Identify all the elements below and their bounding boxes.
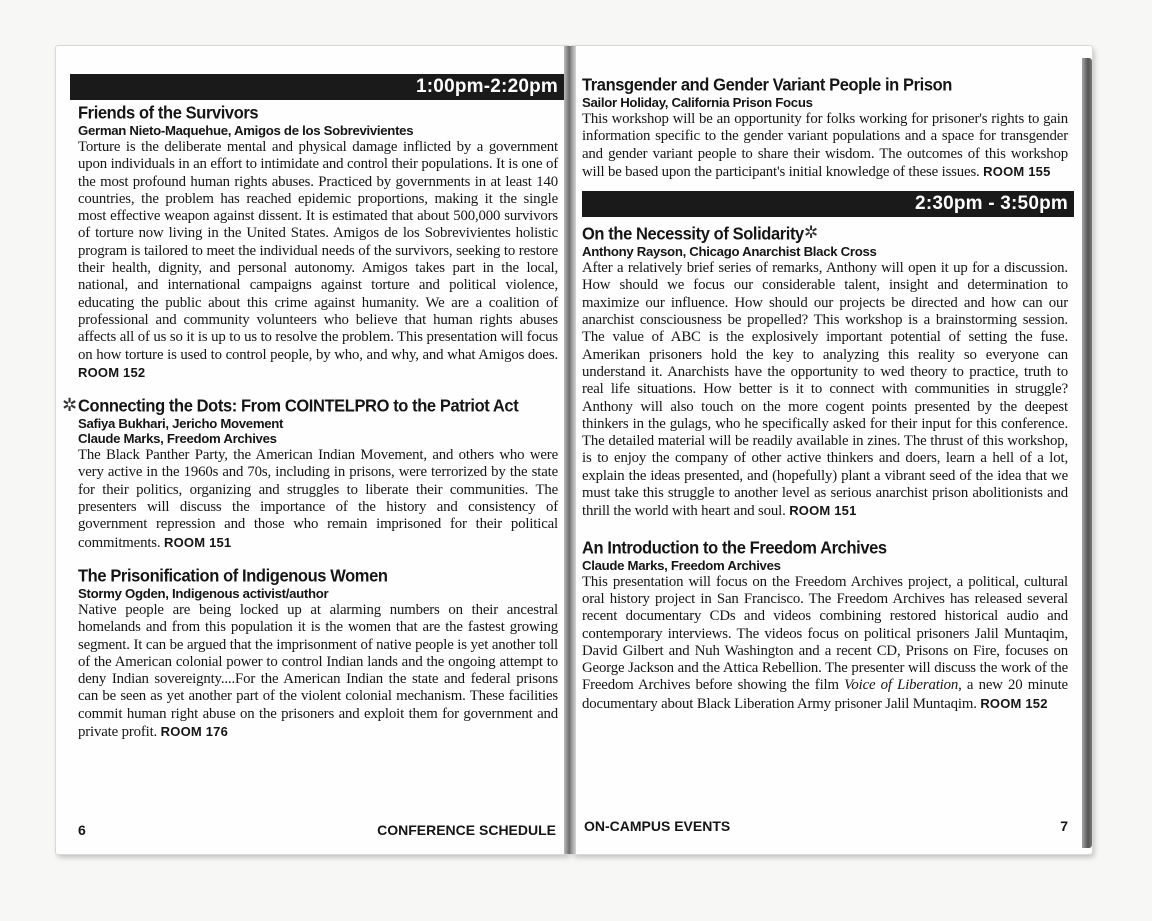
room-label: ROOM 155 bbox=[983, 163, 1051, 179]
session-title: Connecting the Dots: From COINTELPRO to the Patriot Act bbox=[78, 396, 519, 416]
presenter: German Nieto-Maquehue, Amigos de los Sobrevivientes bbox=[78, 123, 414, 138]
page-number: 6 bbox=[78, 822, 86, 838]
footer-label: CONFERENCE SCHEDULE bbox=[377, 822, 556, 838]
session bbox=[78, 104, 558, 382]
page-footer bbox=[584, 818, 1068, 834]
session-title: On the Necessity of Solidarity bbox=[582, 224, 804, 244]
session-description: After a relatively brief series of remarks, Anthony will open it up for a discussion. How should we focus our considerable talent, insight and determination to maximize our influence. How should our projects be directed and how can our anarchist consciousness be propelled? This workshop is a brainstorming session. The value of ABC is the explosively important potential of setting the fuse. Amerikan prisoners hold the key to analyzing this reality so everyone can understand it. Anarchists have the opportunity to wed theory to practice, truth to real life situations. How better is it to connect with communities in struggle? Anthony will also touch on the more cogent points presented by the deepest thinkers in the gulags, who he specifically asked for their input for this conference. The detailed material will be readily available in zines. The thrust of this workshop, is to enjoy the company of other active thinkers and doers, learn a hell of a lot, explain the ideas presented, and (hopefully) plant a vibrant seed of the idea that we must take this struggle to another level as serious anarchist prison abolitionists and thrill the world with heart and soul. ROOM 151 bbox=[582, 260, 1068, 520]
session-title: Transgender and Gender Variant People in Prison bbox=[582, 75, 952, 95]
presenter: Anthony Rayson, Chicago Anarchist Black Cross bbox=[582, 244, 877, 260]
presenter: Claude Marks, Freedom Archives bbox=[78, 431, 277, 447]
room-label: ROOM 152 bbox=[78, 364, 146, 380]
room-label: ROOM 152 bbox=[980, 695, 1048, 711]
session-description: Native people are being locked up at alarming numbers on their ancestral homelands and from this population it is the women that are the fastest growing segment. It can be argued that the imprisonment of native people is yet another toll of the American colonial power to control Indian lands and the ongoing attempt to deny Indian sovereignty....For the American Indian the state and federal prisons can be seen as yet another part of the violent colonial mechanism. These facilities commit human right abuse on the prisoners and exploit them for government and private profit. ROOM 176 bbox=[78, 601, 558, 741]
session-description: This workshop will be an opportunity for folks working for prisoner's rights to gain information specific to the gender variant populations and a space for transgender and gender variant people to share their wisdom. The outcomes of this workshop will be based upon the participant's initial knowledge of these issues. ROOM 155 bbox=[582, 111, 1068, 180]
booklet-spread bbox=[56, 46, 1092, 854]
room-label: ROOM 176 bbox=[160, 724, 229, 740]
timeslot-bar: 1:00pm-2:20pm bbox=[70, 74, 564, 100]
session-description: This presentation will focus on the Freedom Archives project, a political, cultural oral history project in San Francisco. The Freedom Archives has released several recent documentary CDs and videos combining restored historical audio and contemporary interviews. The videos focus on political prisoners Jalil Muntaqim, David Gilbert and Nuh Washington and a recent CD, Prisons on Fire, focuses on George Jackson and the Attica Rebellion. The presenter will discuss the work of the Freedom Archives before showing the film Voice of Liberation, a new 20 minute documentary about Black Liberation Army prisoner Jalil Muntaqim. ROOM 152 bbox=[582, 573, 1068, 712]
session bbox=[78, 567, 558, 741]
left-page bbox=[56, 46, 568, 854]
page-number: 7 bbox=[1060, 818, 1068, 834]
session-description: The Black Panther Party, the American Indian Movement, and others who were very active in the 1960s and 70s, including in prisons, were terrorized by the state for their politics, organizing and struggles to liberate their communities. The presenters will discuss the importance of the history and consistency of government repression and those who remain imprisoned for their political commitments. ROOM 151 bbox=[78, 447, 558, 551]
room-label: ROOM 151 bbox=[164, 534, 232, 550]
star-mark-icon: ✲ bbox=[804, 223, 819, 244]
session bbox=[582, 76, 1068, 181]
star-mark-icon: ✲ bbox=[62, 395, 78, 417]
page-edge-shadow bbox=[1082, 58, 1092, 848]
session-description: Torture is the deliberate mental and physical damage inflicted by a government upon individuals in an effort to intimidate and control their populations. It is one of the most profound human rights abuses. Practiced by governments in at least 140 countries, the problem has reached epidemic proportions, making it the single most effective weapon against dissent. It is estimated that about 500,000 survivors of torture now living in the United States. Amigos de los Sobrevivientes holistic program is tailored to meet the individual needs of the survivors, seeking to restore their health, dignity, and personal autonomy. Amigos takes part in the local, national, and international campaigns against torture and political violence, educating the public about this crime against humanity. We are a coalition of professional and community volunteers who believe that human rights abuses affects all of us so it is up to us to resolve the problem. This presentation will focus on how torture is used to control people, by who, and why, and what Amigos does. ROOM 152 bbox=[78, 139, 558, 380]
session-title: Friends of the Survivors bbox=[78, 103, 259, 123]
page-footer bbox=[78, 822, 556, 838]
session-title: An Introduction to the Freedom Archives bbox=[582, 537, 887, 558]
timeslot-bar: 2:30pm - 3:50pm bbox=[582, 191, 1074, 217]
presenter: Stormy Ogden, Indigenous activist/author bbox=[78, 585, 329, 601]
session-title: The Prisonification of Indigenous Women bbox=[78, 566, 388, 586]
film-title: Voice of Liberation bbox=[844, 677, 959, 694]
presenter: Claude Marks, Freedom Archives bbox=[582, 557, 781, 573]
book-gutter bbox=[564, 46, 576, 854]
right-page bbox=[572, 46, 1092, 854]
presenter: Sailor Holiday, California Prison Focus bbox=[582, 95, 813, 110]
session bbox=[582, 539, 1068, 713]
footer-label: ON-CAMPUS EVENTS bbox=[584, 818, 731, 834]
room-label: ROOM 151 bbox=[789, 503, 857, 519]
presenter: Safiya Bukhari, Jericho Movement bbox=[78, 416, 284, 432]
session bbox=[62, 395, 558, 552]
session bbox=[582, 225, 1068, 520]
